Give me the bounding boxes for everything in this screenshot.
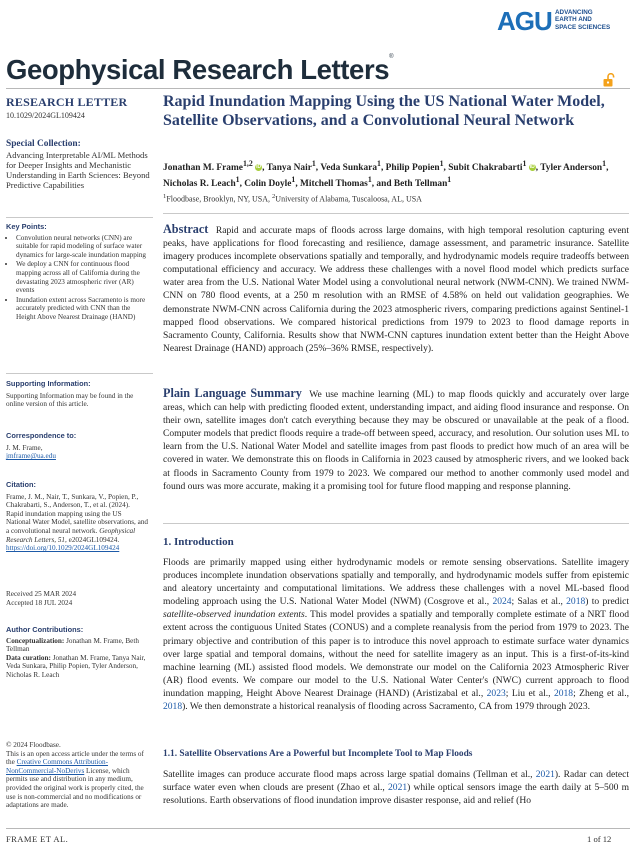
orcid-icon[interactable]: iD [529, 164, 535, 171]
correspondence-email-link[interactable]: jmframe@ua.edu [6, 452, 56, 461]
agu-logo-mark: AGU [497, 6, 552, 36]
agu-logo-text: ADVANCING EARTH AND SPACE SCIENCES [555, 9, 611, 31]
section-heading-introduction: 1. Introduction [163, 536, 234, 548]
key-point-item: • Inundation extent across Sacramento is more accurately predicted with CNN than the Height Above Nearest Drainage (HAND) [16, 296, 148, 322]
key-point-item: • Convolution neural networks (CNN) are suitable for rapid modeling of surface water dynamics for large-scale inundation mapping [16, 234, 148, 260]
correspondence [6, 432, 148, 461]
affiliation-divider [163, 213, 629, 214]
author-list: Jonathan M. Frame$^{1,2}$ iD, Tanya Nair$^1$, Veda Sunkara$^1$, Philip Popien$^1$, Subit Chakrabarti$^1$ iD, Tyler Anderson$^1$, Nicholas R. Leach$^1$, Colin Doyle$^1$, Mitchell Thomas$^1$, and Beth Tellman$^1$ [163, 159, 609, 190]
citation-link[interactable]: 2023 [486, 687, 506, 699]
key-points [6, 223, 148, 323]
section-divider [163, 523, 629, 524]
affiliation-marker: 1 [447, 175, 452, 185]
author-name: Beth Tellman [393, 179, 448, 190]
copyright: © 2024 Floodbase. [6, 741, 61, 749]
footer-running-head: FRAME ET AL. [6, 834, 69, 844]
key-points-heading: Key Points: [6, 222, 47, 231]
pls-heading: Plain Language Summary [163, 386, 302, 400]
footer-rule [6, 828, 630, 829]
correspondence-name: J. M. Frame, [6, 443, 43, 452]
contrib-label: Conceptualization: [6, 636, 65, 645]
author-contributions-heading: Author Contributions: [6, 625, 84, 634]
abstract-heading: Abstract [163, 222, 209, 236]
author-name: Nicholas R. Leach [163, 179, 236, 190]
author-name: Tanya Nair [266, 163, 312, 174]
introduction-paragraph: Floods are primarily mapped using either hydrodynamic models or remote sensing observations. Satellite imagery produces incomplete inundation observations spatially and temporally, and hydrodynamic models suffer from epistemic and aleatory uncertainty and computational limitations. We address these challenges with a novel ML-based flood modeling approach using the U.S. National Water Model (NWM) (Cosgrove et al., 2024; Salas et al., 2018) to predict satellite-observed inundation extents. This model provides a spatially and temporally complete estimate of a NRT flood extent across the contiguous United States (CONUS) and a complete reanalysis from the period from 1979 to 2023. The primary objective and contribution of this paper is to introduce this novel approach to estimate surface water dynamics over large spatial and temporal domains, without the need for satellite imagery as an input. This is a first-of-its-kind machine learning (ML) assisted flood models. We demonstrate our model on the California 2023 Atmospheric River (AR) flood events. We compare our model to the U.S. National Water Center's (NWC) current approach to flood inundation mapping, Height Above Nearest Drainage (HAND) (Aristizabal et al., 2023; Liu et al., 2018; Zheng et al., 2018). We then demonstrate a historical reanalysis of flooding across Sacramento, CA from 1979 through 2023. [163, 557, 629, 713]
key-point-item: • We deploy a CNN for continuous flood mapping across all of California during the devastating 2023 atmospheric river (AR) events [16, 260, 148, 294]
affiliation-marker: 1 [439, 159, 444, 168]
citation-journal: Geophysical Research Letters, 51, [6, 526, 136, 544]
affiliation-marker: 1 [235, 175, 240, 185]
article-title: Rapid Inundation Mapping Using the US National Water Model, Satellite Observations, and a Convolutional Neural Network [163, 93, 605, 129]
citation-link[interactable]: 2021 [388, 782, 408, 794]
sidebar-divider [6, 217, 153, 218]
citation-doi-link[interactable]: https://doi.org/10.1029/2024GL109424 [6, 544, 120, 553]
pls-text: We use machine learning (ML) to map floods quickly and accurately over large areas, which can help with predicting flooded extent, understanding impact, and aiding flood insurance and response. On their own, satellite images don't catch everything because they may be obscured or unavailable at the peak of a flood. Computer models that predict floods require a trade-off between speed, accuracy, and resolution. Our solution uses ML to learn from the U.S. National Water Model and satellite images from past floods to predict how much of an area will be covered in water. We demonstrate this on floods in California in 2023 caused by atmospheric rivers, and we looked back at floods in Sacramento County from 1979 to 2023. We compared our method to another commonly used model and found ours was more accurate, making it a promising tool for future flood mapping and response planning. [163, 389, 629, 492]
correspondence-heading: Correspondence to: [6, 431, 77, 440]
article-dates [6, 590, 148, 607]
affiliation-marker: 1,2 [242, 159, 253, 168]
special-collection-heading: Special Collection: [6, 139, 81, 149]
plain-language-summary [163, 387, 629, 493]
citation-heading: Citation: [6, 480, 36, 489]
affiliation-marker: 1 [367, 175, 372, 185]
subsection-heading-1-1: 1.1. Satellite Observations Are a Powerful but Incomplete Tool to Map Floods [163, 749, 473, 759]
author-name: Colin Doyle [244, 179, 292, 190]
received-date: Received 25 MAR 2024 [6, 590, 77, 598]
registered-mark: ® [389, 54, 394, 60]
open-access-lock-icon[interactable] [602, 73, 616, 87]
contrib-label: Data curation: [6, 653, 51, 662]
license: © 2024 Floodbase. This is an open access article under the terms of the Creative Commons Attribution-NonCommercial-NoDerivs License, which permits use and distribution in any medium, provided the original work is properly cited, the use is non-commercial and no modifications or adaptations are made. [6, 741, 148, 810]
orcid-icon[interactable]: iD [256, 164, 262, 171]
affiliation-marker: 1 [522, 159, 527, 168]
citation-link[interactable]: 2018 [566, 596, 586, 608]
author-name: Mitchell Thomas [300, 179, 368, 190]
header-rule [6, 88, 630, 89]
author-contributions: Author Contributions: Conceptualization: Jonathan M. Frame, Beth Tellman Data curation: Jonathan M. Frame, Tanya Nair, Veda Sunkara, Philip Popien, Tyler Anderson, Nicholas R. Leach [6, 626, 148, 680]
affiliation-marker: 1 [602, 159, 607, 168]
supporting-info-heading: Supporting Information: [6, 379, 91, 388]
affiliation-marker: 1 [377, 159, 381, 168]
subsection-paragraph: Satellite images can produce accurate flood maps across large spatial domains (Tellman et al., 2021). Radar can detect surface water even when clouds are present (Zhao et al., 2021) while optical sensors image the earth daily at 5–500 m resolutions. Earth observations of flood inundation improve disaster response, aid and relief (Ho [163, 769, 630, 807]
affiliations: $^1$Floodbase, Brooklyn, NY, USA, $^2$University of Alabama, Tuscaloosa, AL, USA [163, 193, 422, 204]
citation-text: Frame, J. M., Nair, T., Sunkara, V., Popien, P., Chakrabarti, S., Anderson, T., et al. (2024). Rapid inundation mapping using the US National Water Model, satellite observations, and a convolutional neural network. Geophysical Research Letters, 51, e2024GL109424. https://doi.org/10.1029/2024GL109424 [6, 492, 149, 553]
affiliation-marker: 1 [311, 159, 316, 168]
citation-link[interactable]: 2021 [535, 769, 555, 780]
citation-link[interactable]: 2018 [553, 687, 574, 699]
abstract-text: Rapid and accurate maps of floods across large domains, with high temporal resolution capturing event peaks, have applications for flood forecasting and resilience, damage assessment, and parametric insurance. Satellite imagery produces incomplete observations spatially and temporally, and hydrodynamic models require tradeoffs between computational efficiency and accuracy. We address these challenges with a novel flood model which predicts surface water area from the U.S. National Water Model using a convolutional neural network (NWM-CNN). We trained NWM-CNN on 780 flood events, at a 250 m resolution with an RMSE of 4.58% on held out validation geographies. We demonstrate NWM-CNN across California during the 2023 atmospheric rivers, comparing predictions against Sentinel-1 mapped flood observations. We compared historical predictions from 1979 to 2023 to flood damage reports in Sacramento County, California. Results show that NWM-CNN captures inundation extent better than the Height Above Nearest Drainage (HAND) approach (25%–36% RMSE, respectively). [163, 225, 629, 354]
agu-logo [497, 6, 625, 36]
article-type: RESEARCH LETTER [6, 95, 128, 109]
citation [6, 481, 148, 553]
affiliation-marker: 1 [291, 175, 296, 185]
author-name: Tyler Anderson [540, 163, 603, 174]
article-doi[interactable]: 10.1029/2024GL109424 [6, 111, 85, 120]
author-name: Jonathan M. Frame [163, 163, 243, 174]
author-name: Philip Popien [385, 163, 440, 174]
journal-title: Geophysical Research Letters® [6, 54, 394, 85]
page-number: 1 of 12 [587, 834, 612, 844]
creative-commons-link[interactable]: Creative Commons Attribution-NonCommercial-NoDerivs [6, 758, 109, 775]
supporting-info-text: Supporting Information may be found in the online version of this article. [6, 391, 134, 409]
supporting-info [6, 380, 148, 409]
abstract [163, 223, 629, 355]
citation-link[interactable]: 2024 [492, 596, 512, 608]
author-name: Veda Sunkara [320, 163, 378, 174]
sidebar-divider [6, 373, 153, 374]
citation-link[interactable]: 2018 [163, 701, 183, 713]
accepted-date: Accepted 18 JUL 2024 [6, 598, 73, 607]
special-collection-link[interactable]: Advancing Interpretable AI/ML Methods for Deeper Insights and Mechanistic Understanding in Earth Sciences: Beyond Predictive Capabilities [6, 150, 150, 190]
key-points-list [6, 234, 148, 322]
author-name: Subit Chakrabarti [448, 163, 523, 174]
